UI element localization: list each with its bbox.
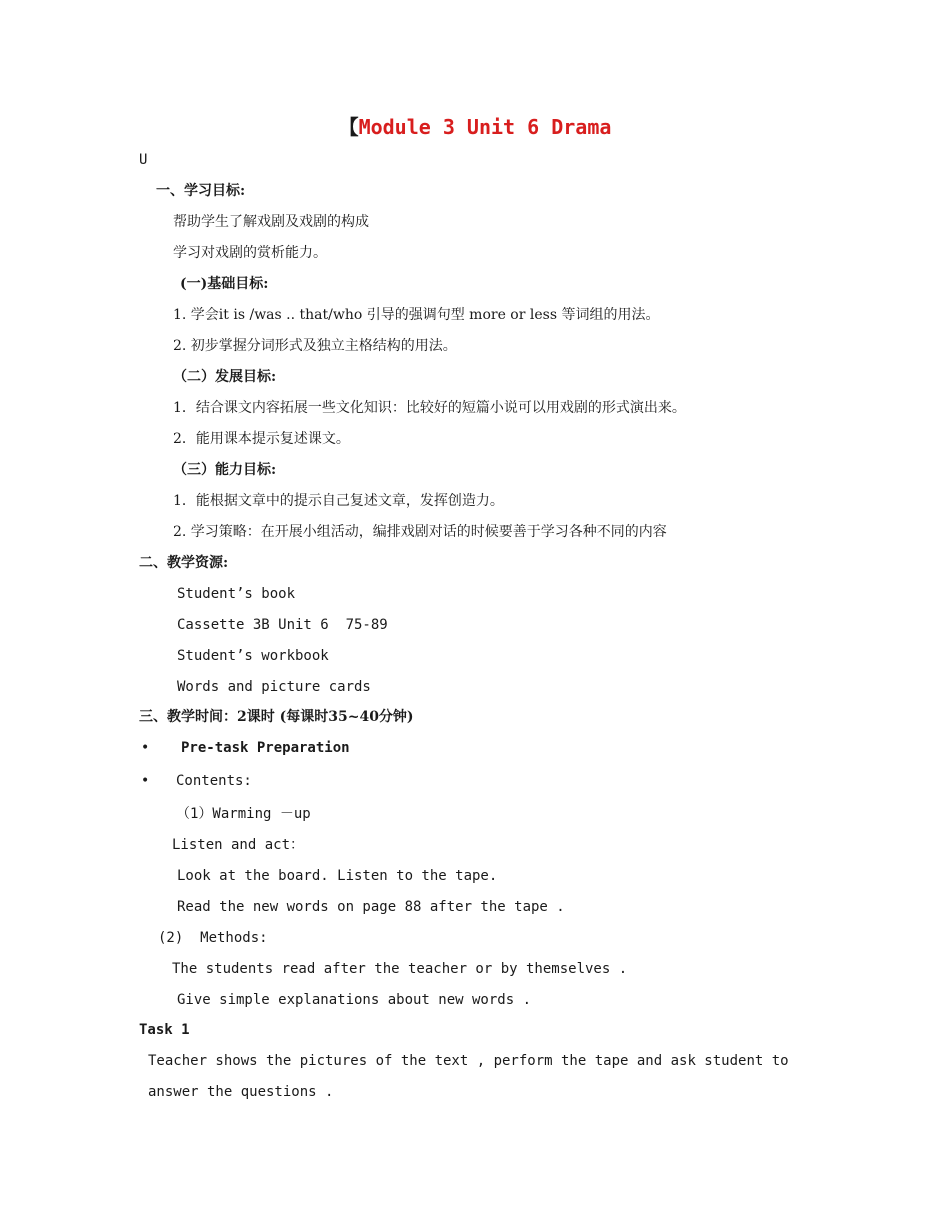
- ability-objective-2: 2. 学习策略：在开展小组活动，编排戏剧对话的时候要善于学习各种不同的内容: [173, 524, 667, 540]
- stray-letter: U: [139, 152, 148, 168]
- resource-item: Words and picture cards: [177, 679, 371, 695]
- methods-label: (2) Methods:: [158, 930, 268, 946]
- development-objectives-heading: （二）发展目标:: [173, 369, 277, 385]
- objectives-heading: 一、学习目标:: [156, 183, 246, 199]
- warmup-label: （1）Warming －up: [176, 806, 311, 822]
- task-1-line-1: Teacher shows the pictures of the text , perform the tape and ask student to: [148, 1053, 789, 1069]
- basic-objective-1: 1. 学会it is /was .. that/who 引导的强调句型 more or less 等词组的用法。: [173, 307, 660, 323]
- bullet-icon: •: [141, 773, 150, 789]
- methods-line-1: The students read after the teacher or by themselves .: [172, 961, 628, 977]
- bullet-icon: •: [141, 740, 150, 756]
- pretask-heading: Pre-task Preparation: [181, 740, 350, 756]
- resource-item: Cassette 3B Unit 6 75-89: [177, 617, 388, 633]
- development-objective-2: 2．能用课本提示复述课文。: [173, 431, 350, 447]
- objectives-line-1: 帮助学生了解戏剧及戏剧的构成: [173, 214, 369, 230]
- resource-item: Student’s book: [177, 586, 296, 602]
- ability-objectives-heading: （三）能力目标:: [173, 462, 277, 478]
- objectives-line-2: 学习对戏剧的赏析能力。: [173, 245, 327, 261]
- basic-objective-2: 2. 初步掌握分词形式及独立主格结构的用法。: [173, 338, 457, 354]
- look-at-board: Look at the board. Listen to the tape.: [177, 868, 498, 884]
- title-bracket: 【: [338, 115, 359, 139]
- listen-and-act: Listen and act：: [172, 837, 305, 853]
- ability-objective-1: 1．能根据文章中的提示自己复述文章，发挥创造力。: [173, 493, 504, 509]
- resource-item: Student’s workbook: [177, 648, 329, 664]
- read-new-words: Read the new words on page 88 after the tape .: [177, 899, 565, 915]
- basic-objectives-heading: (一)基础目标:: [180, 276, 269, 292]
- methods-line-2: Give simple explanations about new words .: [177, 992, 532, 1008]
- resources-heading: 二、教学资源:: [139, 555, 229, 571]
- task-1-heading: Task 1: [139, 1022, 190, 1038]
- title-text: Module 3 Unit 6 Drama: [358, 115, 612, 139]
- teaching-time-heading: 三、教学时间：2课时 (每课时35~40分钟): [139, 709, 414, 725]
- task-1-line-2: answer the questions .: [148, 1084, 334, 1100]
- contents-label: Contents:: [176, 773, 252, 789]
- development-objective-1: 1．结合课文内容拓展一些文化知识：比较好的短篇小说可以用戏剧的形式演出来。: [173, 400, 686, 416]
- document-title: [0, 115, 950, 139]
